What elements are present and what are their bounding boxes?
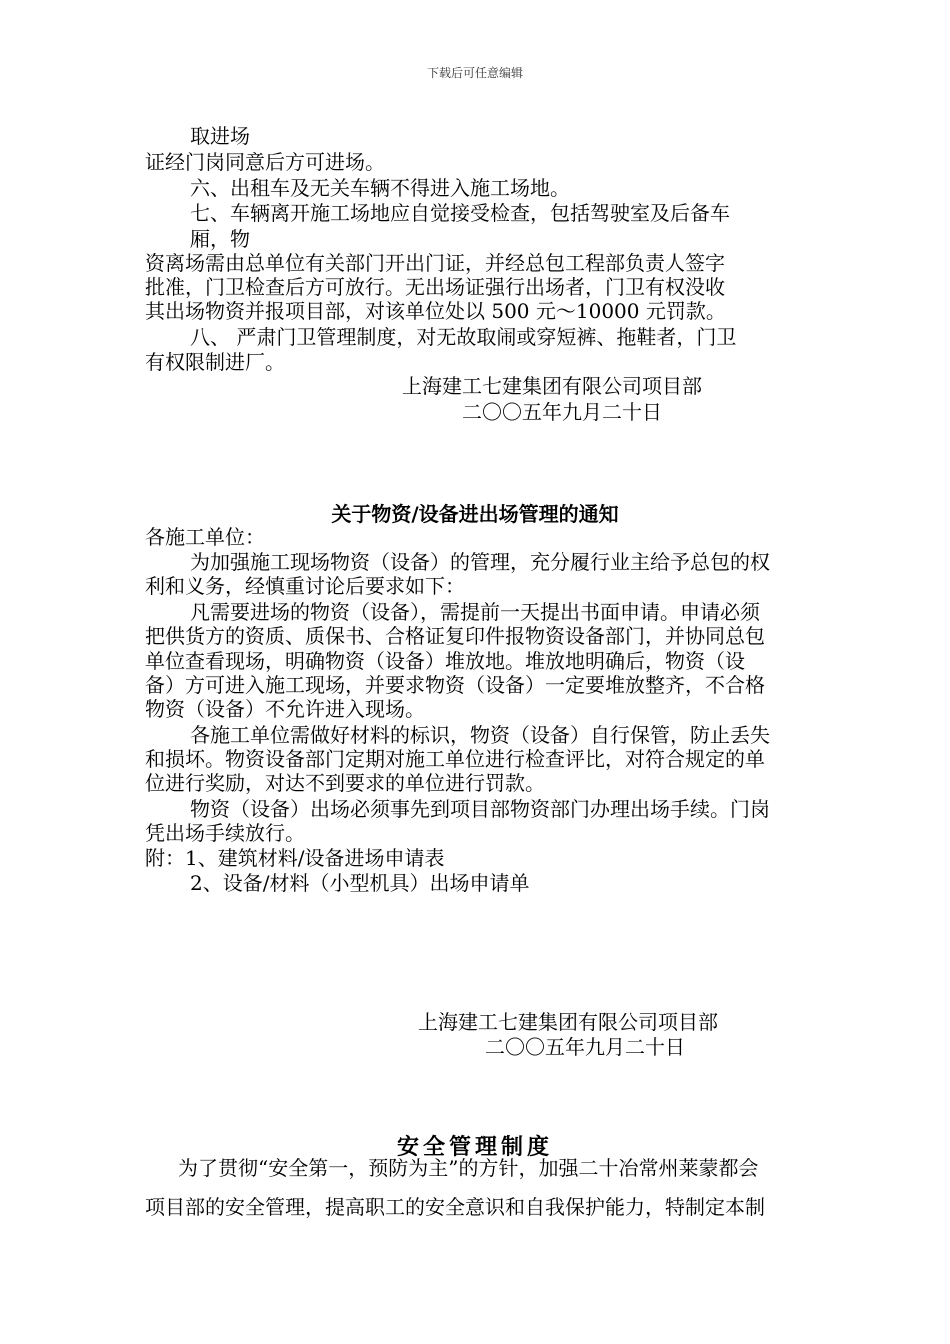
paragraph-line: 利和义务，经慎重讨论后要求如下：: [145, 574, 465, 598]
salutation: 各施工单位：: [145, 525, 265, 549]
paragraph-line: 其出场物资并报项目部，对该单位处以 500 元～10000 元罚款。: [145, 299, 726, 323]
paragraph-line: 为加强施工现场物资（设备）的管理，充分履行业主给予总包的权: [190, 550, 770, 574]
paragraph-line: 备）方可进入施工现场，并要求物资（设备）一定要堆放整齐，不合格: [145, 673, 765, 697]
paragraph-line: 资离场需由总单位有关部门开出门证，并经总包工程部负责人签字: [145, 251, 725, 275]
safety-title: 安全管理制度: [396, 1134, 553, 1160]
signature-date: 二〇〇五年九月二十日: [462, 400, 662, 424]
paragraph-line: 批准，门卫检查后方可放行。无出场证强行出场者，门卫有权没收: [145, 275, 725, 299]
paragraph-line: 物资（设备）出场必须事先到项目部物资部门办理出场手续。门岗: [190, 797, 770, 821]
paragraph-line: 厢，物: [190, 227, 250, 251]
paragraph-line: 项目部的安全管理，提高职工的安全意识和自我保护能力，特制定本制: [145, 1195, 765, 1219]
paragraph-line: 八、 严肃门卫管理制度，对无故取闹或穿短裤、拖鞋者，门卫: [190, 325, 737, 349]
paragraph-line: 单位查看现场，明确物资（设备）堆放地。堆放地明确后，物资（设: [145, 649, 745, 673]
signature-date: 二〇〇五年九月二十日: [485, 1035, 685, 1059]
paragraph-line: 证经门岗同意后方可进场。: [145, 150, 385, 174]
paragraph-line: 取进场: [190, 124, 250, 148]
paragraph-line: 各施工单位需做好材料的标识，物资（设备）自行保管，防止丢失: [190, 723, 770, 747]
paragraph-line: 凡需要进场的物资（设备），需提前一天提出书面申请。申请必须: [190, 600, 760, 624]
page-header: 下载后可任意编辑: [426, 66, 523, 80]
paragraph-line: 和损坏。物资设备部门定期对施工单位进行检查评比，对符合规定的单: [145, 747, 765, 771]
paragraph-line: 七、车辆离开施工场地应自觉接受检查，包括驾驶室及后备车: [190, 201, 730, 225]
attachment-line: 附：1、建筑材料/设备进场申请表: [145, 846, 445, 870]
paragraph-line: 六、出租车及无关车辆不得进入施工场地。: [190, 176, 570, 200]
notice-title: 关于物资/设备进出场管理的通知: [331, 502, 619, 526]
paragraph-line: 为了贯彻“安全第一，预防为主”的方针，加强二十冶常州莱蒙都会: [178, 1156, 759, 1180]
paragraph-line: 有权限制进厂。: [145, 350, 285, 374]
paragraph-line: 把供货方的资质、质保书、合格证复印件报物资设备部门，并协同总包: [145, 624, 765, 648]
attachment-line: 2、设备/材料（小型机具）出场申请单: [190, 871, 530, 895]
paragraph-line: 位进行奖励，对达不到要求的单位进行罚款。: [145, 771, 545, 795]
signature-org: 上海建工七建集团有限公司项目部: [418, 1010, 718, 1034]
signature-org: 上海建工七建集团有限公司项目部: [402, 374, 702, 398]
paragraph-line: 物资（设备）不允许进入现场。: [145, 697, 425, 721]
paragraph-line: 凭出场手续放行。: [145, 821, 305, 845]
